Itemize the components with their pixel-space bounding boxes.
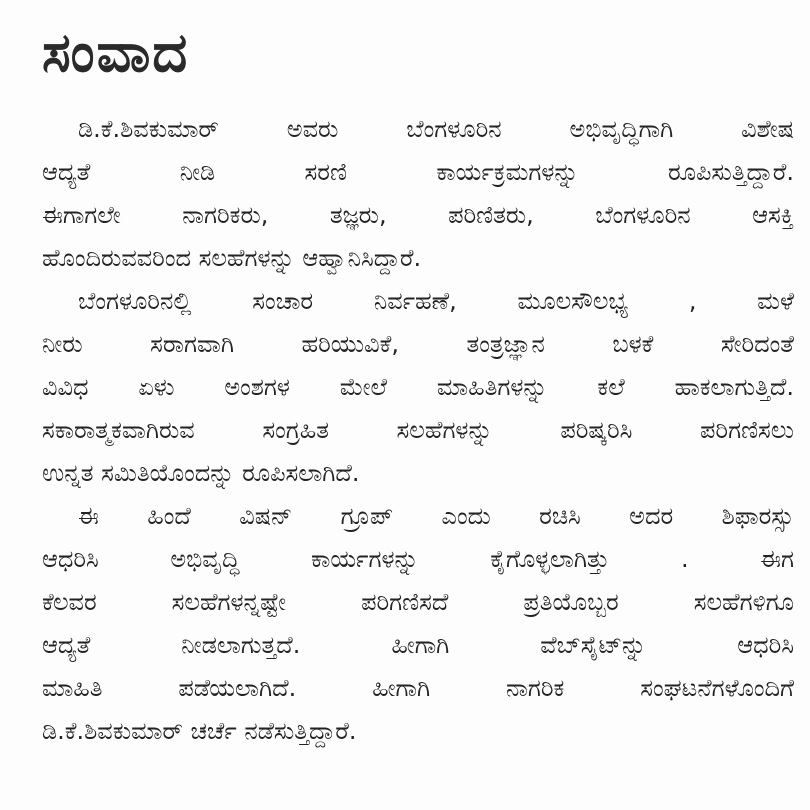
paragraph-line: ಸಕಾರಾತ್ಮಕವಾಗಿರುವ ಸಂಗ್ರಹಿತ ಸಲಹೆಗಳನ್ನು ಪರಿಷ್ಕರಿಸಿ ಪರಿಗಣಿಸಲು	[42, 416, 794, 444]
paragraph-line: ಬೆಂಗಳೂರಿನಲ್ಲಿ ಸಂಚಾರ ನಿರ್ವಹಣೆ, ಮೂಲಸೌಲಭ್ಯ , ಮಳೆ	[78, 287, 794, 315]
paragraph-line: ಆಧರಿಸಿ ಅಭಿವೃದ್ಧಿ ಕಾರ್ಯಗಳನ್ನು ಕೈಗೊಳ್ಳಲಾಗಿತ್ತು . ಈಗ	[42, 545, 794, 573]
paragraph-line: ಉನ್ನತ ಸಮಿತಿಯೊಂದನ್ನು ರೂಪಿಸಲಾಗಿದೆ.	[42, 459, 360, 487]
paragraph-line: ಹೊಂದಿರುವವರಿಂದ ಸಲಹೆಗಳನ್ನು ಆಹ್ವಾನಿಸಿದ್ದಾರೆ.	[42, 244, 422, 272]
paragraph-line: ಕೆಲವರ ಸಲಹೆಗಳನ್ನಷ್ಟೇ ಪರಿಗಣಿಸದೆ ಪ್ರತಿಯೊಬ್ಬರ ಸಲಹೆಗಳಿಗೂ	[42, 588, 794, 616]
paragraph-line: ಮಾಹಿತಿ ಪಡೆಯಲಾಗಿದೆ. ಹೀಗಾಗಿ ನಾಗರಿಕ ಸಂಘಟನೆಗಳೊಂದಿಗೆ	[42, 674, 794, 702]
paragraph-line: ಡಿ.ಕೆ.ಶಿವಕುಮಾರ್ ಅವರು ಬೆಂಗಳೂರಿನ ಅಭಿವೃದ್ಧಿಗಾಗಿ ವಿಶೇಷ	[78, 115, 794, 143]
paragraph-line: ಈಗಾಗಲೇ ನಾಗರಿಕರು, ತಜ್ಞರು, ಪರಿಣಿತರು, ಬೆಂಗಳೂರಿನ ಆಸಕ್ತಿ	[42, 201, 794, 229]
paragraph-3	[42, 495, 794, 753]
paragraph-line: ಆದ್ಯತೆ ನೀಡಿ ಸರಣಿ ಕಾರ್ಯಕ್ರಮಗಳನ್ನು ರೂಪಿಸುತ್ತಿದ್ದಾರೆ.	[42, 158, 794, 186]
paragraph-line: ಡಿ.ಕೆ.ಶಿವಕುಮಾರ್ ಚರ್ಚೆ ನಡೆಸುತ್ತಿದ್ದಾರೆ.	[42, 717, 357, 745]
article-body	[42, 108, 794, 753]
paragraph-line: ನೀರು ಸರಾಗವಾಗಿ ಹರಿಯುವಿಕೆ, ತಂತ್ರಜ್ಞಾನ ಬಳಕೆ ಸೇರಿದಂತೆ	[42, 330, 794, 358]
paragraph-line: ವಿವಿಧ ಏಳು ಅಂಶಗಳ ಮೇಲೆ ಮಾಹಿತಿಗಳನ್ನು ಕಲೆ ಹಾಕಲಾಗುತ್ತಿದೆ.	[42, 373, 794, 401]
paragraph-line: ಈ ಹಿಂದೆ ವಿಷನ್ ಗ್ರೂಪ್ ಎಂದು ರಚಿಸಿ ಅದರ ಶಿಫಾರಸ್ಸು	[78, 502, 794, 530]
paragraph-2	[42, 280, 794, 495]
article-headline: ಸಂವಾದ	[42, 21, 190, 84]
paragraph-line: ಆದ್ಯತೆ ನೀಡಲಾಗುತ್ತದೆ. ಹೀಗಾಗಿ ವೆಬ್‌ಸೈಟ್‌ನ್ನು ಆಧರಿಸಿ	[42, 631, 794, 659]
paragraph-1	[42, 108, 794, 280]
